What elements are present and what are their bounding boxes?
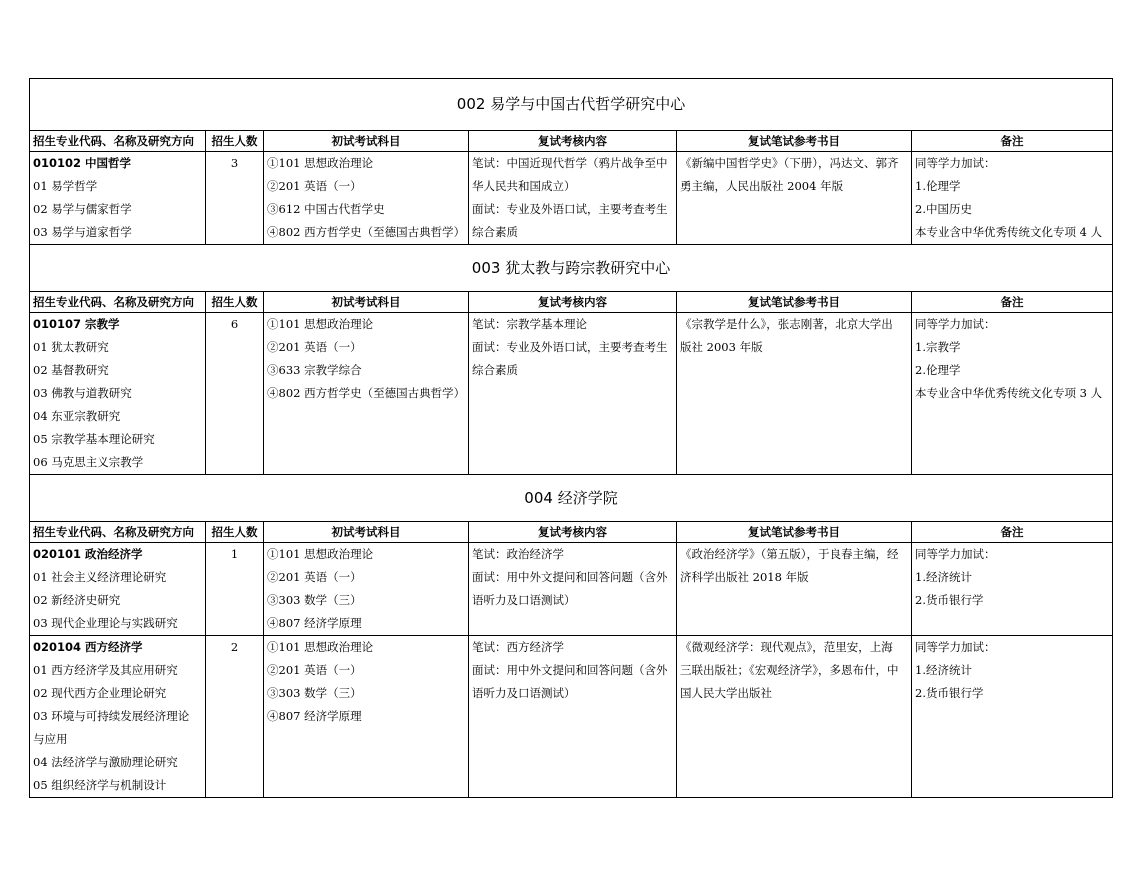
major-code-name: 010102 中国哲学 <box>33 156 132 170</box>
cell-line: 笔试：西方经济学 <box>472 640 564 654</box>
column-header: 复试考核内容 <box>469 522 677 543</box>
reference-books-cell <box>677 313 912 475</box>
cell-line: 面试：专业及外语口试，主要考查考生 <box>472 340 668 354</box>
cell-line: ④807 经济学原理 <box>267 616 362 630</box>
cell-line: ④807 经济学原理 <box>267 709 362 723</box>
cell-line: 03 环境与可持续发展经济理论 <box>33 709 190 723</box>
major-cell <box>30 152 206 245</box>
column-header: 初试考试科目 <box>264 292 469 313</box>
cell-line: 三联出版社；《宏观经济学》，多恩布什，中 <box>680 663 899 677</box>
cell-line: 05 宗教学基本理论研究 <box>33 432 155 446</box>
section-title: 002 易学与中国古代哲学研究中心 <box>30 79 1113 131</box>
cell-line: 同等学力加试： <box>915 156 996 170</box>
cell-line: 01 犹太教研究 <box>33 340 109 354</box>
cell-line: 1.经济统计 <box>915 663 972 677</box>
notes-cell <box>912 543 1113 636</box>
notes-cell <box>912 636 1113 798</box>
cell-line: 《微观经济学：现代观点》，范里安，上海 <box>680 640 893 654</box>
cell-line: 01 易学哲学 <box>33 179 98 193</box>
cell-line: 03 现代企业理论与实践研究 <box>33 616 178 630</box>
cell-line: ①101 思想政治理论 <box>267 547 374 561</box>
column-header: 复试笔试参考书目 <box>677 131 912 152</box>
exam-subjects-cell <box>264 636 469 798</box>
cell-line: 02 新经济史研究 <box>33 593 121 607</box>
notes-cell <box>912 152 1113 245</box>
column-header: 招生专业代码、名称及研究方向 <box>30 522 206 543</box>
column-header: 招生人数 <box>206 522 264 543</box>
cell-line: 济科学出版社 2018 年版 <box>680 570 809 584</box>
cell-line: 综合素质 <box>472 225 518 239</box>
column-header: 复试笔试参考书目 <box>677 522 912 543</box>
cell-line: 01 西方经济学及其应用研究 <box>33 663 178 677</box>
admissions-table <box>29 78 1113 798</box>
cell-line: 面试：专业及外语口试，主要考查考生 <box>472 202 668 216</box>
table-row <box>30 152 1113 245</box>
retest-content-cell <box>469 543 677 636</box>
cell-line: 与应用 <box>33 732 68 746</box>
cell-line: 2.伦理学 <box>915 363 961 377</box>
column-header: 备注 <box>912 131 1113 152</box>
cell-line: 语听力及口语测试） <box>472 686 576 700</box>
column-header: 初试考试科目 <box>264 522 469 543</box>
cell-line: 华人民共和国成立） <box>472 179 576 193</box>
section-title: 004 经济学院 <box>30 475 1113 522</box>
cell-line: 笔试：中国近现代哲学（鸦片战争至中 <box>472 156 668 170</box>
cell-line: ④802 西方哲学史（至德国古典哲学） <box>267 386 466 400</box>
major-cell <box>30 636 206 798</box>
column-header: 招生人数 <box>206 292 264 313</box>
table-row <box>30 543 1113 636</box>
notes-cell <box>912 313 1113 475</box>
reference-books-cell <box>677 152 912 245</box>
cell-line: 国人民大学出版社 <box>680 686 772 700</box>
cell-line: 笔试：宗教学基本理论 <box>472 317 587 331</box>
cell-line: 1.经济统计 <box>915 570 972 584</box>
exam-subjects-cell <box>264 152 469 245</box>
cell-line: 同等学力加试： <box>915 317 996 331</box>
cell-line: ②201 英语（一） <box>267 179 362 193</box>
column-header: 初试考试科目 <box>264 131 469 152</box>
cell-line: 2.中国历史 <box>915 202 972 216</box>
column-header: 备注 <box>912 522 1113 543</box>
cell-line: 1.宗教学 <box>915 340 961 354</box>
column-header-row <box>30 292 1113 313</box>
major-code-name: 020101 政治经济学 <box>33 547 143 561</box>
reference-books-cell <box>677 636 912 798</box>
retest-content-cell <box>469 152 677 245</box>
exam-subjects-cell <box>264 313 469 475</box>
cell-line: ①101 思想政治理论 <box>267 317 374 331</box>
cell-line: 同等学力加试： <box>915 640 996 654</box>
major-code-name: 020104 西方经济学 <box>33 640 143 654</box>
cell-line: 笔试：政治经济学 <box>472 547 564 561</box>
cell-line: 综合素质 <box>472 363 518 377</box>
table-row <box>30 636 1113 798</box>
exam-subjects-cell <box>264 543 469 636</box>
major-cell <box>30 313 206 475</box>
cell-line: ①101 思想政治理论 <box>267 156 374 170</box>
cell-line: ②201 英语（一） <box>267 663 362 677</box>
cell-line: 06 马克思主义宗教学 <box>33 455 144 469</box>
cell-line: 04 东亚宗教研究 <box>33 409 121 423</box>
cell-line: 版社 2003 年版 <box>680 340 763 354</box>
reference-books-cell <box>677 543 912 636</box>
column-header-row <box>30 131 1113 152</box>
column-header: 备注 <box>912 292 1113 313</box>
column-header: 复试笔试参考书目 <box>677 292 912 313</box>
cell-line: 同等学力加试： <box>915 547 996 561</box>
cell-line: 面试：用中外文提问和回答问题（含外 <box>472 570 668 584</box>
cell-line: 1.伦理学 <box>915 179 961 193</box>
table-body <box>30 79 1113 798</box>
enrollment-cell: 3 <box>206 152 264 245</box>
cell-line: ③612 中国古代哲学史 <box>267 202 385 216</box>
cell-line: ④802 西方哲学史（至德国古典哲学） <box>267 225 466 239</box>
major-code-name: 010107 宗教学 <box>33 317 120 331</box>
enrollment-cell: 2 <box>206 636 264 798</box>
cell-line: 语听力及口语测试） <box>472 593 576 607</box>
column-header-row <box>30 522 1113 543</box>
cell-line: ②201 英语（一） <box>267 340 362 354</box>
section-title-row <box>30 79 1113 131</box>
cell-line: 2.货币银行学 <box>915 593 984 607</box>
cell-line: 本专业含中华优秀传统文化专项 3 人 <box>915 386 1103 400</box>
cell-line: 02 易学与儒家哲学 <box>33 202 132 216</box>
cell-line: 《政治经济学》（第五版），于良春主编，经 <box>680 547 899 561</box>
column-header: 招生专业代码、名称及研究方向 <box>30 292 206 313</box>
column-header: 复试考核内容 <box>469 292 677 313</box>
column-header: 招生人数 <box>206 131 264 152</box>
cell-line: 2.货币银行学 <box>915 686 984 700</box>
cell-line: 04 法经济学与激励理论研究 <box>33 755 178 769</box>
cell-line: 《新编中国哲学史》（下册），冯达文、郭齐 <box>680 156 899 170</box>
table-row <box>30 313 1113 475</box>
cell-line: ①101 思想政治理论 <box>267 640 374 654</box>
column-header: 招生专业代码、名称及研究方向 <box>30 131 206 152</box>
retest-content-cell <box>469 636 677 798</box>
enrollment-cell: 6 <box>206 313 264 475</box>
section-title: 003 犹太教与跨宗教研究中心 <box>30 245 1113 292</box>
cell-line: 03 佛教与道教研究 <box>33 386 132 400</box>
cell-line: ③303 数学（三） <box>267 593 362 607</box>
section-title-row <box>30 245 1113 292</box>
cell-line: 本专业含中华优秀传统文化专项 4 人 <box>915 225 1103 239</box>
column-header: 复试考核内容 <box>469 131 677 152</box>
cell-line: ③633 宗教学综合 <box>267 363 362 377</box>
cell-line: 03 易学与道家哲学 <box>33 225 132 239</box>
cell-line: 面试：用中外文提问和回答问题（含外 <box>472 663 668 677</box>
cell-line: ③303 数学（三） <box>267 686 362 700</box>
section-title-row <box>30 475 1113 522</box>
retest-content-cell <box>469 313 677 475</box>
cell-line: 02 基督教研究 <box>33 363 109 377</box>
cell-line: ②201 英语（一） <box>267 570 362 584</box>
enrollment-cell: 1 <box>206 543 264 636</box>
cell-line: 01 社会主义经济理论研究 <box>33 570 167 584</box>
cell-line: 05 组织经济学与机制设计 <box>33 778 167 792</box>
cell-line: 勇主编，人民出版社 2004 年版 <box>680 179 844 193</box>
cell-line: 02 现代西方企业理论研究 <box>33 686 167 700</box>
cell-line: 《宗教学是什么》，张志刚著，北京大学出 <box>680 317 893 331</box>
major-cell <box>30 543 206 636</box>
